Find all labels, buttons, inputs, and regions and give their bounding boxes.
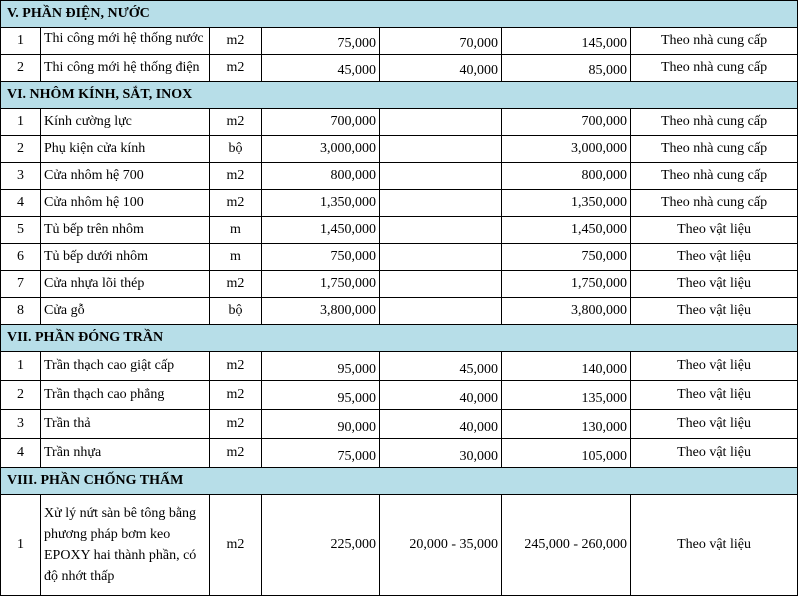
- row-number: 3: [1, 163, 41, 190]
- unit: m2: [210, 55, 262, 82]
- total-price: 3,800,000: [502, 298, 631, 325]
- labor-price: [380, 244, 502, 271]
- item-name: Cửa nhôm hệ 100: [41, 190, 210, 217]
- note: Theo vật liệu: [631, 352, 798, 381]
- material-price: 750,000: [262, 244, 380, 271]
- item-name: Trần thạch cao phẳng: [41, 381, 210, 410]
- total-price: 105,000: [502, 439, 631, 468]
- row-number: 2: [1, 381, 41, 410]
- table-row: [1, 439, 798, 468]
- note: Theo nhà cung cấp: [631, 109, 798, 136]
- table-row: [1, 217, 798, 244]
- item-name: Thi công mới hệ thống điện: [41, 55, 210, 82]
- material-price: 95,000: [262, 352, 380, 381]
- note: Theo vật liệu: [631, 381, 798, 410]
- item-name: Kính cường lực: [41, 109, 210, 136]
- table-row: [1, 298, 798, 325]
- row-number: 1: [1, 109, 41, 136]
- material-price: 225,000: [262, 495, 380, 596]
- note: Theo vật liệu: [631, 495, 798, 596]
- row-number: 4: [1, 190, 41, 217]
- note: Theo nhà cung cấp: [631, 28, 798, 55]
- item-name: Cửa gỗ: [41, 298, 210, 325]
- total-price: 700,000: [502, 109, 631, 136]
- unit: m2: [210, 271, 262, 298]
- total-price: 145,000: [502, 28, 631, 55]
- material-price: 800,000: [262, 163, 380, 190]
- unit: m2: [210, 352, 262, 381]
- table-row: [1, 28, 798, 55]
- item-name: Tủ bếp dưới nhôm: [41, 244, 210, 271]
- section-header-dien-nuoc: [1, 1, 798, 28]
- total-price: 130,000: [502, 410, 631, 439]
- row-number: 1: [1, 352, 41, 381]
- labor-price: 20,000 - 35,000: [380, 495, 502, 596]
- material-price: 1,350,000: [262, 190, 380, 217]
- table-row: [1, 163, 798, 190]
- section-title: VI. NHÔM KÍNH, SẮT, INOX: [1, 82, 798, 109]
- total-price: 85,000: [502, 55, 631, 82]
- unit: m2: [210, 410, 262, 439]
- unit: m2: [210, 163, 262, 190]
- labor-price: [380, 271, 502, 298]
- total-price: 1,450,000: [502, 217, 631, 244]
- row-number: 6: [1, 244, 41, 271]
- total-price: 245,000 - 260,000: [502, 495, 631, 596]
- item-name: Cửa nhôm hệ 700: [41, 163, 210, 190]
- section-title: VII. PHẦN ĐÓNG TRẦN: [1, 325, 798, 352]
- row-number: 7: [1, 271, 41, 298]
- unit: m2: [210, 381, 262, 410]
- row-number: 4: [1, 439, 41, 468]
- material-price: 95,000: [262, 381, 380, 410]
- unit: m2: [210, 28, 262, 55]
- unit: bộ: [210, 136, 262, 163]
- table-row: [1, 381, 798, 410]
- unit: m2: [210, 439, 262, 468]
- material-price: 3,000,000: [262, 136, 380, 163]
- total-price: 3,000,000: [502, 136, 631, 163]
- row-number: 1: [1, 495, 41, 596]
- note: Theo vật liệu: [631, 298, 798, 325]
- section-header-nhom-kinh: [1, 82, 798, 109]
- item-name: Tủ bếp trên nhôm: [41, 217, 210, 244]
- total-price: 750,000: [502, 244, 631, 271]
- table-row: [1, 136, 798, 163]
- table-row: [1, 352, 798, 381]
- unit: bộ: [210, 298, 262, 325]
- table-row: [1, 271, 798, 298]
- row-number: 2: [1, 55, 41, 82]
- table-row: [1, 495, 798, 596]
- note: Theo vật liệu: [631, 244, 798, 271]
- note: Theo vật liệu: [631, 271, 798, 298]
- item-name: Xử lý nứt sàn bê tông bằng phương pháp bơm keo EPOXY hai thành phần, có độ nhớt thấp: [41, 495, 210, 596]
- labor-price: [380, 163, 502, 190]
- table-row: [1, 190, 798, 217]
- unit: m2: [210, 495, 262, 596]
- labor-price: [380, 136, 502, 163]
- note: Theo vật liệu: [631, 439, 798, 468]
- note: Theo nhà cung cấp: [631, 136, 798, 163]
- labor-price: [380, 190, 502, 217]
- item-name: Trần nhựa: [41, 439, 210, 468]
- total-price: 1,350,000: [502, 190, 631, 217]
- total-price: 1,750,000: [502, 271, 631, 298]
- material-price: 3,800,000: [262, 298, 380, 325]
- unit: m: [210, 244, 262, 271]
- item-name: Phụ kiện cửa kính: [41, 136, 210, 163]
- row-number: 5: [1, 217, 41, 244]
- total-price: 800,000: [502, 163, 631, 190]
- total-price: 140,000: [502, 352, 631, 381]
- note: Theo nhà cung cấp: [631, 55, 798, 82]
- labor-price: 40,000: [380, 55, 502, 82]
- table-row: [1, 55, 798, 82]
- item-name: Thi công mới hệ thống nước: [41, 28, 210, 55]
- material-price: 1,450,000: [262, 217, 380, 244]
- row-number: 1: [1, 28, 41, 55]
- table-row: [1, 244, 798, 271]
- row-number: 3: [1, 410, 41, 439]
- labor-price: 45,000: [380, 352, 502, 381]
- unit: m2: [210, 109, 262, 136]
- labor-price: [380, 217, 502, 244]
- section-title: V. PHẦN ĐIỆN, NƯỚC: [1, 1, 798, 28]
- labor-price: [380, 298, 502, 325]
- table-row: [1, 109, 798, 136]
- labor-price: [380, 109, 502, 136]
- item-name: Trần thạch cao giật cấp: [41, 352, 210, 381]
- total-price: 135,000: [502, 381, 631, 410]
- row-number: 8: [1, 298, 41, 325]
- note: Theo vật liệu: [631, 410, 798, 439]
- section-title: VIII. PHẦN CHỐNG THẤM: [1, 468, 798, 495]
- material-price: 45,000: [262, 55, 380, 82]
- material-price: 75,000: [262, 439, 380, 468]
- labor-price: 40,000: [380, 410, 502, 439]
- unit: m: [210, 217, 262, 244]
- labor-price: 30,000: [380, 439, 502, 468]
- labor-price: 40,000: [380, 381, 502, 410]
- labor-price: 70,000: [380, 28, 502, 55]
- section-header-dong-tran: [1, 325, 798, 352]
- section-header-chong-tham: [1, 468, 798, 495]
- unit: m2: [210, 190, 262, 217]
- material-price: 1,750,000: [262, 271, 380, 298]
- item-name: Cửa nhựa lõi thép: [41, 271, 210, 298]
- note: Theo nhà cung cấp: [631, 190, 798, 217]
- row-number: 2: [1, 136, 41, 163]
- material-price: 75,000: [262, 28, 380, 55]
- material-price: 90,000: [262, 410, 380, 439]
- item-name: Trần thả: [41, 410, 210, 439]
- note: Theo vật liệu: [631, 217, 798, 244]
- table-row: [1, 410, 798, 439]
- material-price: 700,000: [262, 109, 380, 136]
- note: Theo nhà cung cấp: [631, 163, 798, 190]
